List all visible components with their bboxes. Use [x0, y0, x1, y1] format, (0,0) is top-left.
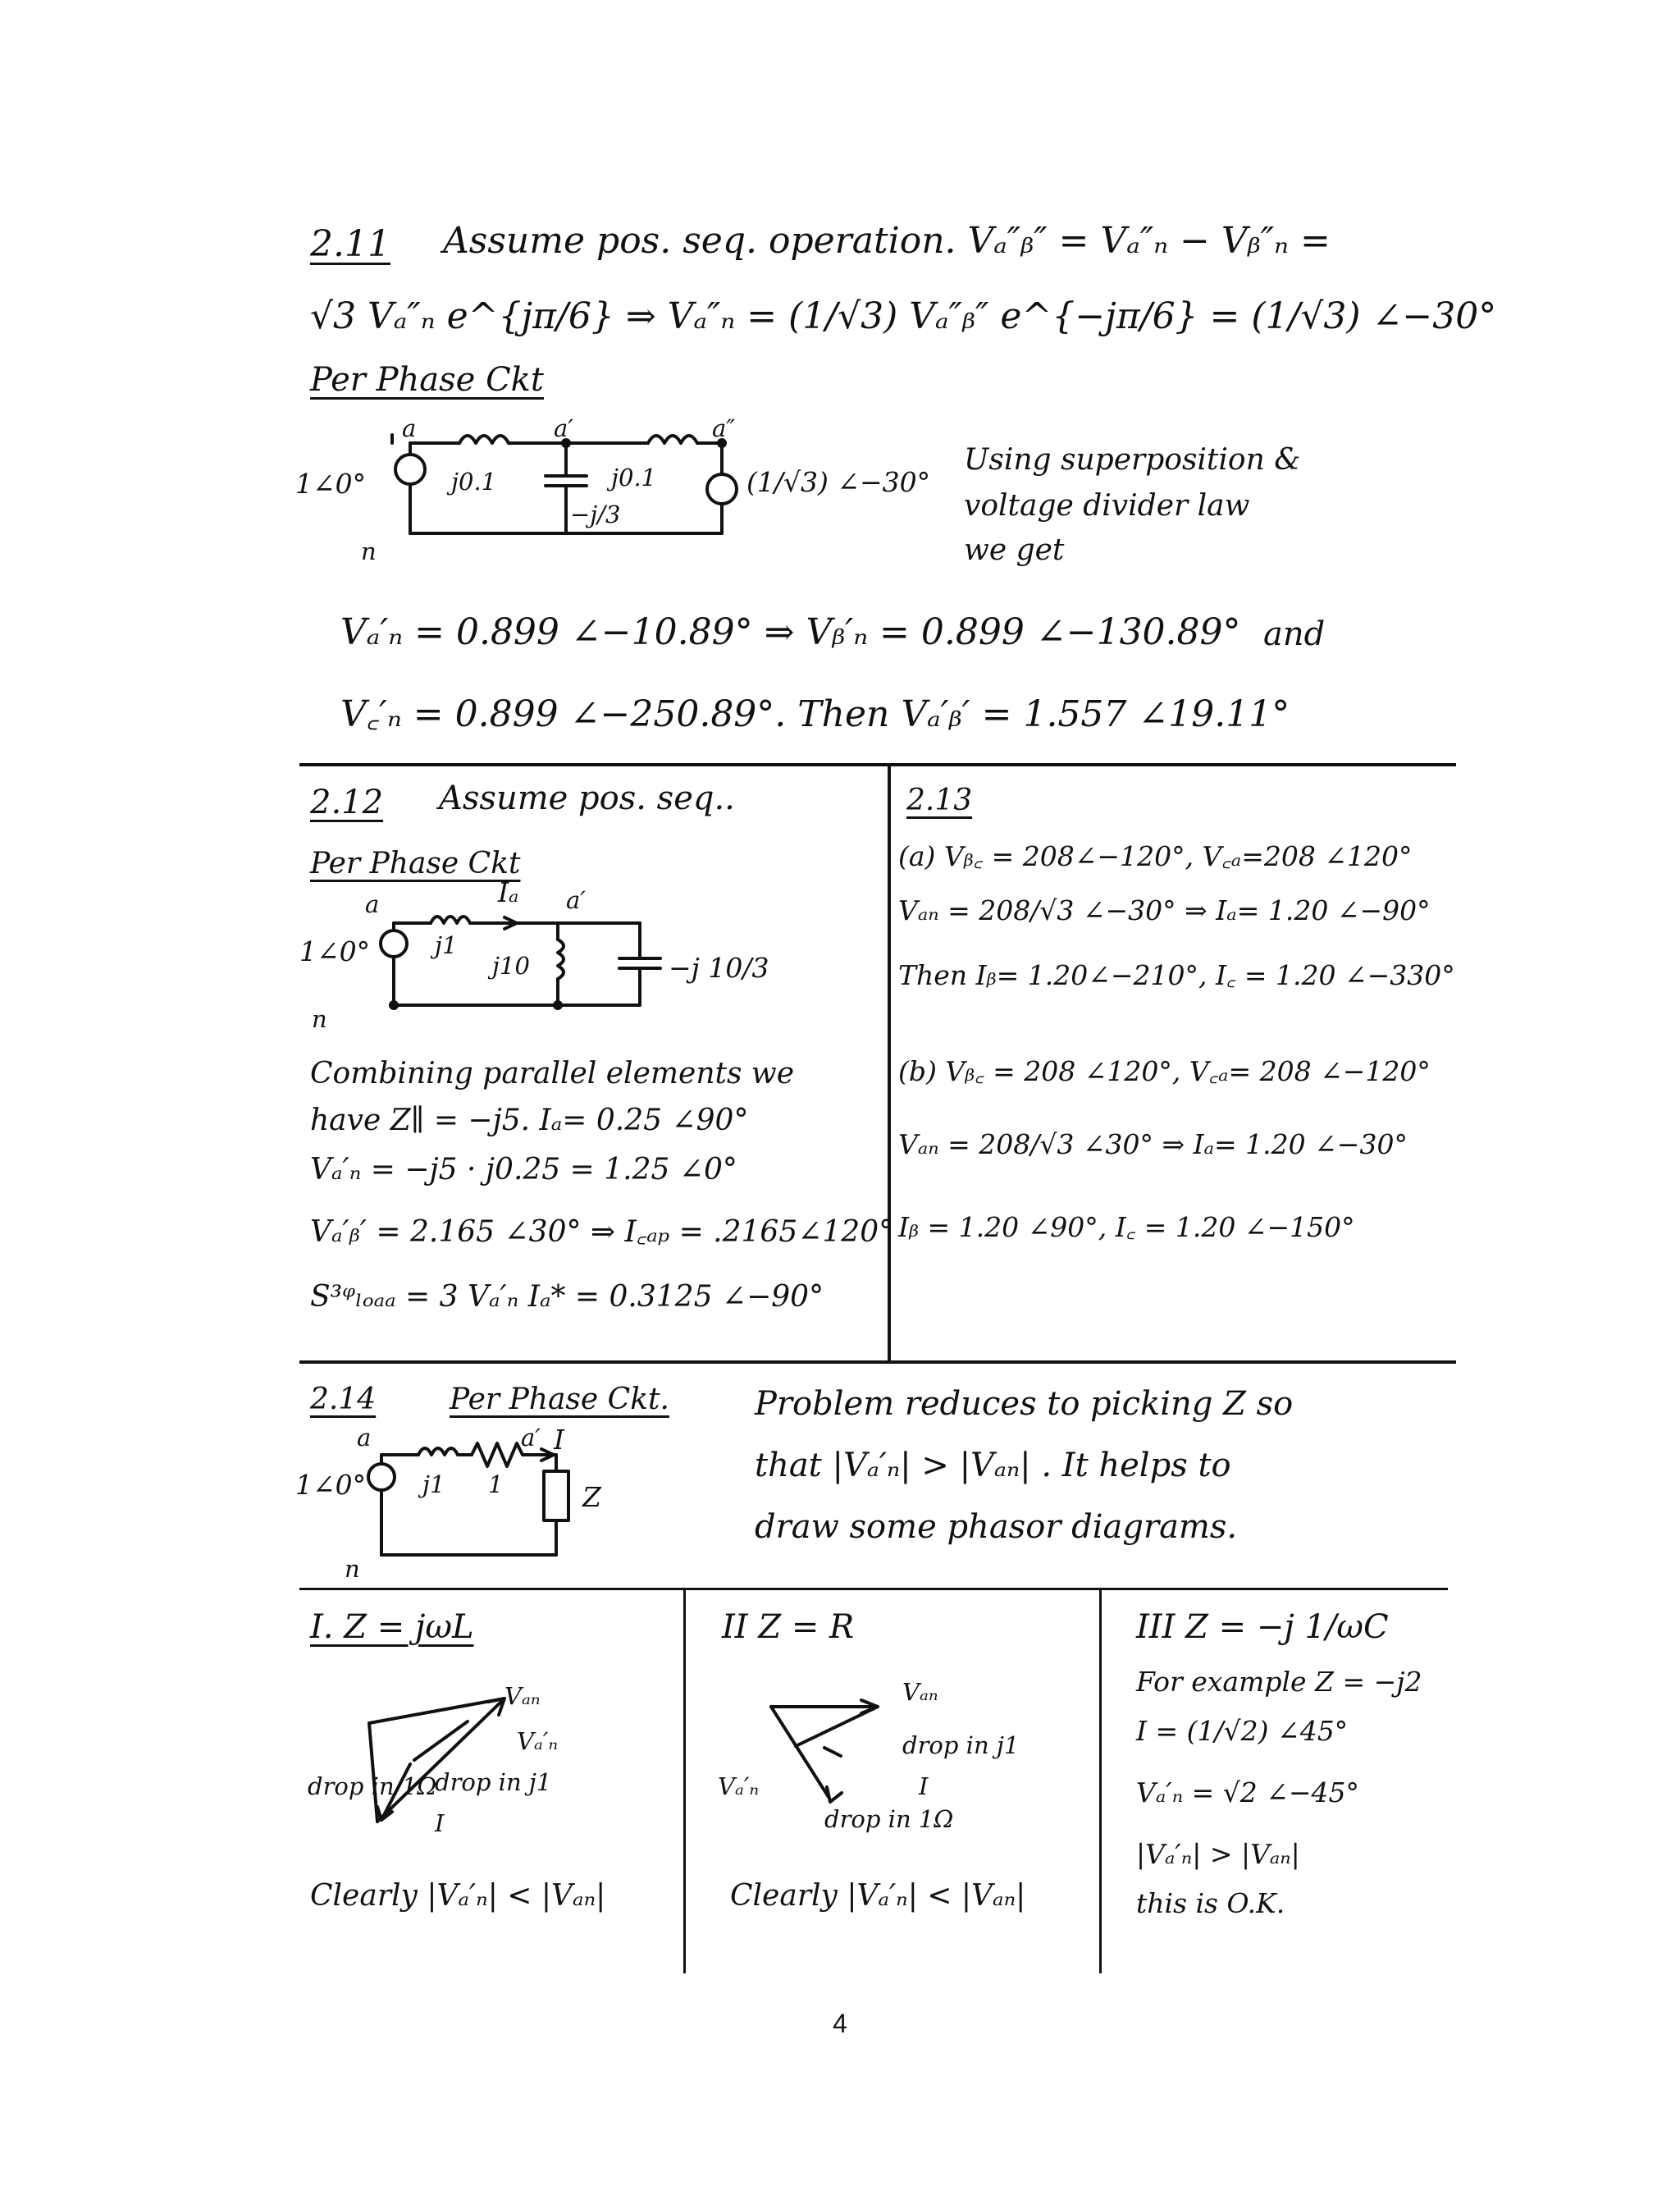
case-1-phasor-diagram: [312, 1674, 640, 1854]
case-1-conclusion: Clearly |Vₐ′ₙ| < |Vₐₙ|: [310, 1879, 606, 1913]
p212-node-n: n: [312, 1005, 327, 1033]
p211-result-1: Vₐ′ₙ = 0.899 ∠−10.89° ⇒ Vᵦ′ₙ = 0.899 ∠−130.89°: [340, 611, 1241, 653]
p212-node-a: a: [365, 890, 380, 918]
p214-source-label: 1∠0°: [295, 1469, 367, 1501]
p212-impedance-j1: j1: [435, 931, 458, 959]
p213-a-line-3: Then Iᵦ= 1.20∠−210°, I꜀ = 1.20 ∠−330°: [898, 959, 1455, 991]
p212-line-5: S³ᵠₗₒₐₐ = 3 Vₐ′ₙ Iₐ* = 0.3125 ∠−90°: [310, 1280, 824, 1314]
case-1-title: I. Z = jωL: [310, 1608, 474, 1646]
p212-source-label: 1∠0°: [299, 935, 371, 967]
p211-node-n: n: [361, 537, 377, 565]
p211-note-1: Using superposition &: [964, 443, 1301, 477]
problem-number-2-11: 2.11: [310, 223, 390, 265]
problem-number-2-14: 2.14: [310, 1383, 377, 1416]
p214-node-a: a: [357, 1424, 372, 1452]
p214-text-3: draw some phasor diagrams.: [755, 1508, 1238, 1546]
p211-right-source-label: (1/√3) ∠−30°: [746, 466, 931, 498]
p214-node-n: n: [345, 1555, 360, 1583]
divider-case-1-2: [683, 1588, 686, 1973]
case-3-line-1: For example Z = −j2: [1136, 1666, 1422, 1698]
p214-node-a-prime: a′: [521, 1424, 541, 1452]
divider-after-2-11: [299, 763, 1456, 766]
p213-a-line-2: Vₐₙ = 208/√3 ∠−30° ⇒ Iₐ= 1.20 ∠−90°: [898, 894, 1431, 926]
case-2-drop-r: drop in 1Ω: [824, 1805, 954, 1833]
p214-text-2: that |Vₐ′ₙ| > |Vₐₙ| . It helps to: [755, 1447, 1231, 1484]
case-3-line-5: this is O.K.: [1136, 1887, 1285, 1919]
p214-current-i: I: [554, 1424, 565, 1456]
case-2-va1n-label: Vₐ′ₙ: [718, 1772, 760, 1800]
case-3-line-4: |Vₐ′ₙ| > |Vₐₙ|: [1136, 1838, 1300, 1870]
p212-title: Assume pos. seq..: [439, 780, 735, 817]
p212-impedance-j10: j10: [492, 952, 530, 980]
p212-node-a-prime: a′: [566, 886, 586, 914]
case-3-line-3: Vₐ′ₙ = √2 ∠−45°: [1136, 1776, 1360, 1808]
problem-number-2-13: 2.13: [906, 784, 973, 817]
case-2-title: II Z = R: [722, 1608, 855, 1646]
p214-resistance-1: 1: [488, 1470, 504, 1498]
p214-text-1: Problem reduces to picking Z so: [755, 1385, 1294, 1423]
p212-heading: Per Phase Ckt: [310, 847, 521, 880]
p211-note-2: voltage divider law: [964, 489, 1250, 523]
p213-b-line-2: Vₐₙ = 208/√3 ∠30° ⇒ Iₐ= 1.20 ∠−30°: [898, 1128, 1408, 1160]
p211-heading: Per Phase Ckt: [310, 361, 544, 399]
p211-node-a-prime: a′: [554, 414, 573, 442]
problem-number-2-12: 2.12: [310, 784, 384, 821]
p211-capacitor-label: −j/3: [570, 501, 621, 528]
case-1-van-label: Vₐₙ: [504, 1682, 541, 1710]
divider-case-2-3: [1099, 1588, 1102, 1973]
p212-line-1: Combining parallel elements we: [310, 1057, 795, 1090]
page-number: 4: [833, 2009, 847, 2038]
case-3-line-2: I = (1/√2) ∠45°: [1136, 1715, 1349, 1747]
p211-impedance-2: j0.1: [611, 464, 657, 491]
p212-capacitor-label: −j 10/3: [669, 952, 769, 984]
p214-impedance-z: Z: [582, 1481, 601, 1513]
p213-b-line-3: Iᵦ = 1.20 ∠90°, I꜀ = 1.20 ∠−150°: [898, 1211, 1355, 1243]
p213-b-line-1: (b) Vᵦ꜀ = 208 ∠120°, V꜀ₐ= 208 ∠−120°: [898, 1055, 1431, 1087]
case-2-conclusion: Clearly |Vₐ′ₙ| < |Vₐₙ|: [730, 1879, 1026, 1913]
case-1-drop-j1: drop in j1: [435, 1768, 552, 1796]
case-1-va1n-label: Vₐ′ₙ: [517, 1727, 559, 1755]
case-2-van-label: Vₐₙ: [902, 1678, 938, 1706]
p211-node-a-double-prime: a″: [712, 414, 736, 442]
divider-cases-top: [299, 1588, 1448, 1590]
case-2-current-i: I: [919, 1772, 929, 1800]
p211-impedance-1: j0.1: [451, 468, 497, 496]
case-2-drop-j1: drop in j1: [902, 1731, 1020, 1759]
p211-left-source-label: 1∠0°: [295, 468, 367, 500]
p211-note-3: we get: [964, 533, 1065, 567]
p211-node-a: a: [402, 414, 417, 442]
p211-line-1: Assume pos. seq. operation. Vₐ″ᵦ″ = Vₐ″ₙ − Vᵦ″ₙ =: [443, 220, 1331, 262]
divider-after-2-13: [299, 1360, 1456, 1364]
p212-current-ia: Iₐ: [498, 876, 519, 908]
divider-2-12-2-13-vertical: [888, 763, 891, 1362]
p212-line-4: Vₐ′ᵦ′ = 2.165 ∠30° ⇒ I꜀ₐₚ = .2165∠120°: [310, 1215, 894, 1249]
p212-line-3: Vₐ′ₙ = −j5 · j0.25 = 1.25 ∠0°: [310, 1153, 737, 1186]
p211-result-and: and: [1263, 615, 1326, 653]
p212-line-2: have Z∥ = −j5. Iₐ= 0.25 ∠90°: [310, 1104, 749, 1137]
p211-result-2: V꜀′ₙ = 0.899 ∠−250.89°. Then Vₐ′ᵦ′ = 1.557 ∠19.11°: [340, 693, 1290, 735]
case-1-drop-r: drop in 1Ω: [308, 1772, 437, 1800]
case-3-title: III Z = −j 1/ωC: [1136, 1608, 1389, 1646]
case-1-current-i: I: [435, 1809, 445, 1837]
p211-line-2: √3 Vₐ″ₙ e^{jπ/6} ⇒ Vₐ″ₙ = (1/√3) Vₐ″ᵦ″ e^{−jπ/6} = (1/√3) ∠−30°: [310, 295, 1497, 337]
p214-impedance-j1: j1: [422, 1470, 445, 1498]
p214-heading: Per Phase Ckt.: [450, 1383, 669, 1416]
p213-a-line-1: (a) Vᵦ꜀ = 208∠−120°, V꜀ₐ=208 ∠120°: [898, 840, 1413, 872]
